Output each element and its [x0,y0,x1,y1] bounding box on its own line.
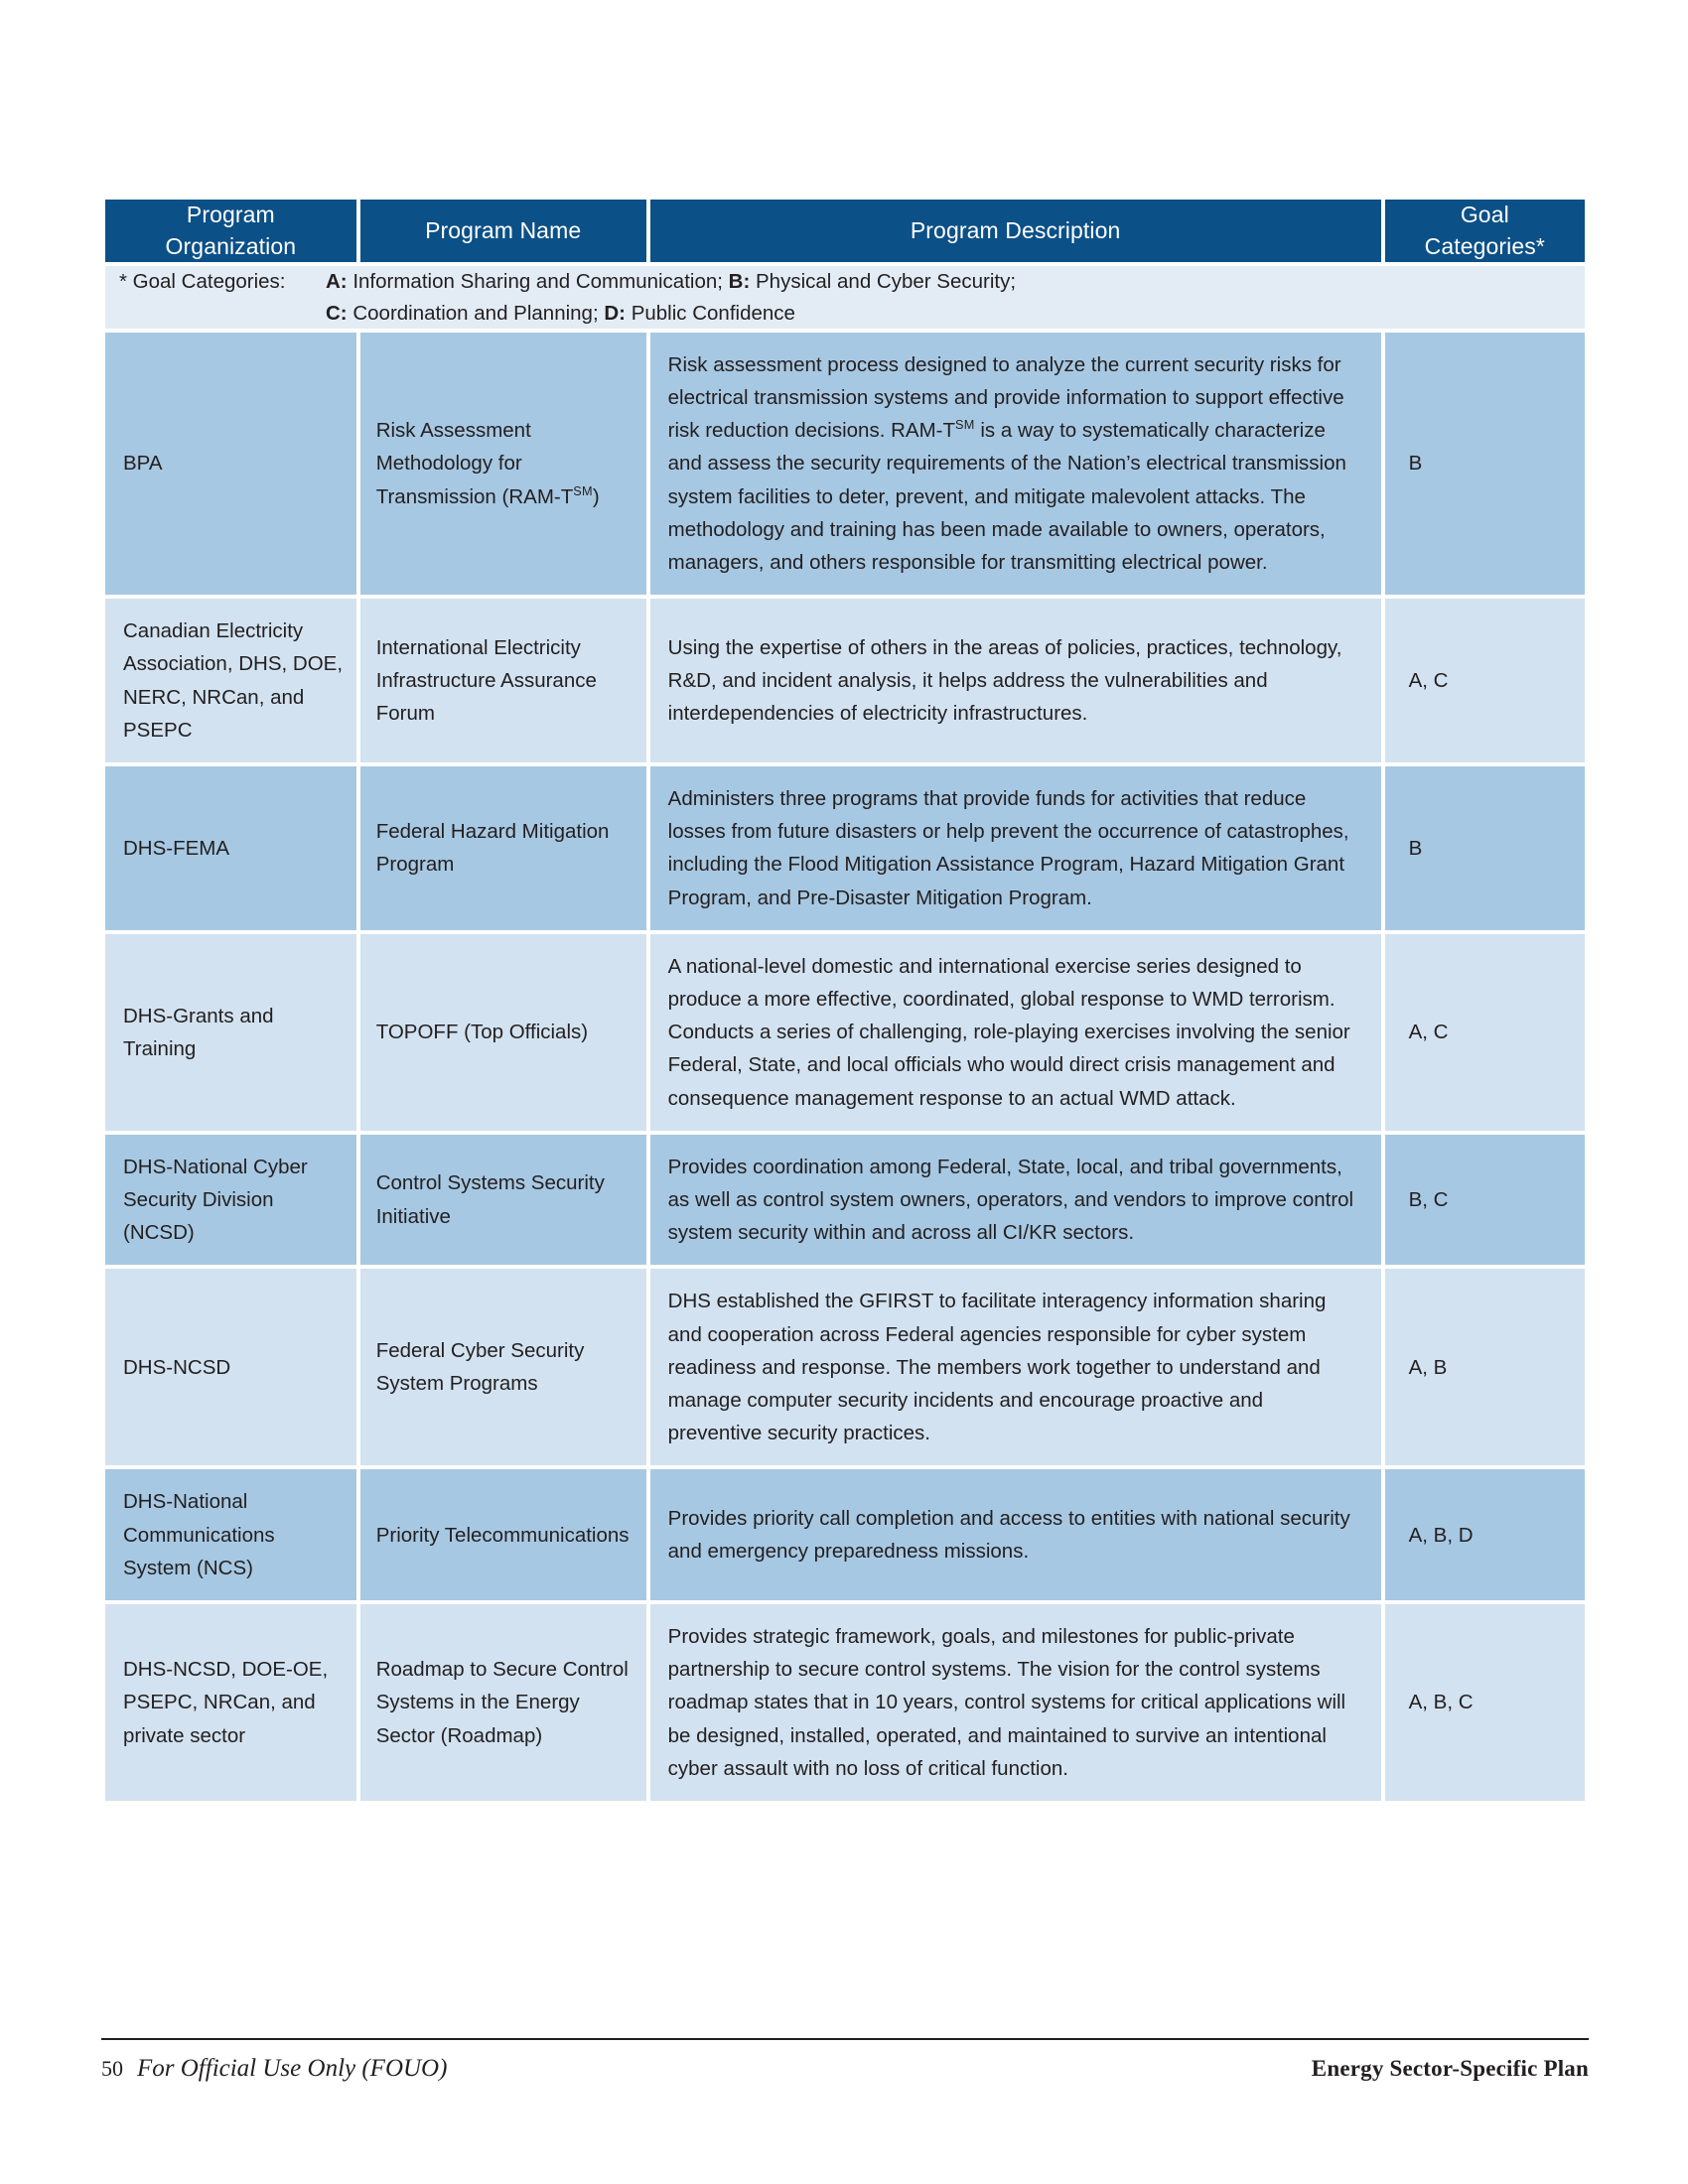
legend-label: * Goal Categories: [119,270,286,294]
document-title: Energy Sector-Specific Plan [1311,2056,1589,2081]
cell-goal-categories: A, B, C [1385,1604,1585,1801]
classification-marking: For Official Use Only (FOUO) [137,2055,448,2082]
column-header-line1: Program Description [910,216,1121,243]
column-header-line1: Program [186,202,275,227]
legend-text-b: Physical and Cyber Security; [750,270,1017,294]
table-row [105,1269,1585,1465]
cell-program-name: International Electricity Infrastructure Assurance Forum [360,599,646,762]
cell-program-description: Provides priority call completion and access to entities with national security and emergency preparedness missions. [650,1469,1381,1600]
table-row [105,333,1585,595]
description-text: Risk assessment process designed to analyze the current security risks for electrical transmission systems and provide information to support effective risk reduction decisions. RAM-T [667,352,1344,443]
cell-program-description: Using the expertise of others in the areas of policies, practices, technology, R&D, and incident analysis, it helps address the vulnerabilities and interdependencies of electricity infrastructures. [650,599,1381,762]
cell-program-organization: DHS-NCSD [105,1269,356,1465]
legend-key-a: A: [326,270,348,294]
cell-program-description: DHS established the GFIRST to facilitate interagency information sharing and cooperation across Federal agencies responsible for cyber system readiness and response. The members work together to understand and manage computer security incidents and encourage proactive and preventive security practices. [650,1269,1381,1465]
table-row [105,1469,1585,1600]
service-mark-superscript: SM [573,482,593,498]
cell-goal-categories: A, B, D [1385,1469,1585,1600]
column-header-line1: Program Name [425,216,582,243]
cell-program-description: Administers three programs that provide funds for activities that reduce losses from future disasters or help prevent the occurrence of catastrophes, including the Flood Mitigation Assistance Program, Hazard Mitigation Grant Program, and Pre-Disaster Mitigation Program. [650,766,1381,930]
cell-program-organization: DHS-Grants and Training [105,934,356,1131]
cell-program-name [360,333,646,595]
cell-goal-categories: B [1385,333,1585,595]
table-header-row [105,200,1585,262]
column-header-line2: Organization [165,232,297,259]
legend-text-a: Information Sharing and Communication; [347,270,729,294]
cell-program-name: Federal Cyber Security System Programs [360,1269,646,1465]
goal-categories-legend-cell [105,266,1585,328]
cell-program-name: Priority Telecommunications [360,1469,646,1600]
cell-goal-categories: A, B [1385,1269,1585,1465]
legend-text-d: Public Confidence [626,301,795,325]
cell-program-name: Federal Hazard Mitigation Program [360,766,646,930]
legend-key-c: C: [326,301,348,325]
cell-program-organization: Canadian Electricity Association, DHS, DOE, NERC, NRCan, and PSEPC [105,599,356,762]
legend-key-b: B: [728,270,751,294]
cell-program-name: Control Systems Security Initiative [360,1135,646,1266]
description-text-tail: is a way to systematically characterize and assess the security requirements of the Nation’s electrical transmission system facilities to deter, prevent, and mitigate malevolent attacks. The methodology and training has been made available to owners, operators, managers, and others responsible for transmitting electrical power. [667,419,1346,574]
goal-categories-legend-row [105,266,1585,328]
program-name-text: Risk Assessment Methodology for Transmission (RAM-T [375,419,574,508]
cell-program-description: Provides coordination among Federal, State, local, and tribal governments, as well as control system owners, operators, and vendors to improve control system security within and across all CI/KR sectors. [650,1135,1381,1266]
cell-program-name: TOPOFF (Top Officials) [360,934,646,1131]
page-footer [101,2047,1589,2091]
legend-definitions [326,266,1585,328]
table-row [105,599,1585,762]
cell-program-name: Roadmap to Secure Control Systems in the Energy Sector (Roadmap) [360,1604,646,1801]
cell-program-description: Provides strategic framework, goals, and milestones for public-private partnership to secure control systems. The vision for the control systems roadmap states that in 10 years, control systems for critical applications will be designed, installed, operated, and maintained to survive an intentional cyber assault with no loss of critical function. [650,1604,1381,1801]
table-header [105,200,1585,262]
table-row [105,1604,1585,1801]
cell-goal-categories: A, C [1385,599,1585,762]
table-body [105,266,1585,1801]
footer-divider [101,2038,1589,2040]
column-header-program-organization [105,200,356,262]
cell-goal-categories: B, C [1385,1135,1585,1266]
cell-program-description [650,333,1381,595]
column-header-line1: Goal [1460,202,1509,227]
cell-program-organization: BPA [105,333,356,595]
footer-left-group [101,2055,447,2083]
table-row [105,766,1585,930]
table-row [105,934,1585,1131]
program-inventory-table [101,196,1589,1805]
page-number: 50 [101,2056,123,2081]
cell-program-organization: DHS-National Cyber Security Division (NCSD) [105,1135,356,1266]
column-header-program-description [650,200,1381,262]
program-name-text-tail: ) [592,484,600,508]
cell-goal-categories: B [1385,766,1585,930]
column-header-goal-categories [1385,200,1585,262]
column-header-line2: Categories* [1424,232,1545,259]
cell-program-description: A national-level domestic and international exercise series designed to produce a more effective, coordinated, global response to WMD terrorism. Conducts a series of challenging, role-playing exercises involving the senior Federal, State, and local officials who would direct crisis management and consequence management response to an actual WMD attack. [650,934,1381,1131]
legend-key-d: D: [604,301,626,325]
cell-goal-categories: A, C [1385,934,1585,1131]
cell-program-organization: DHS-National Communications System (NCS) [105,1469,356,1600]
cell-program-organization: DHS-FEMA [105,766,356,930]
service-mark-superscript: SM [955,417,975,433]
column-header-program-name [360,200,646,262]
table-row [105,1135,1585,1266]
legend-text-c: Coordination and Planning; [347,301,605,325]
cell-program-organization: DHS-NCSD, DOE-OE, PSEPC, NRCan, and private sector [105,1604,356,1801]
